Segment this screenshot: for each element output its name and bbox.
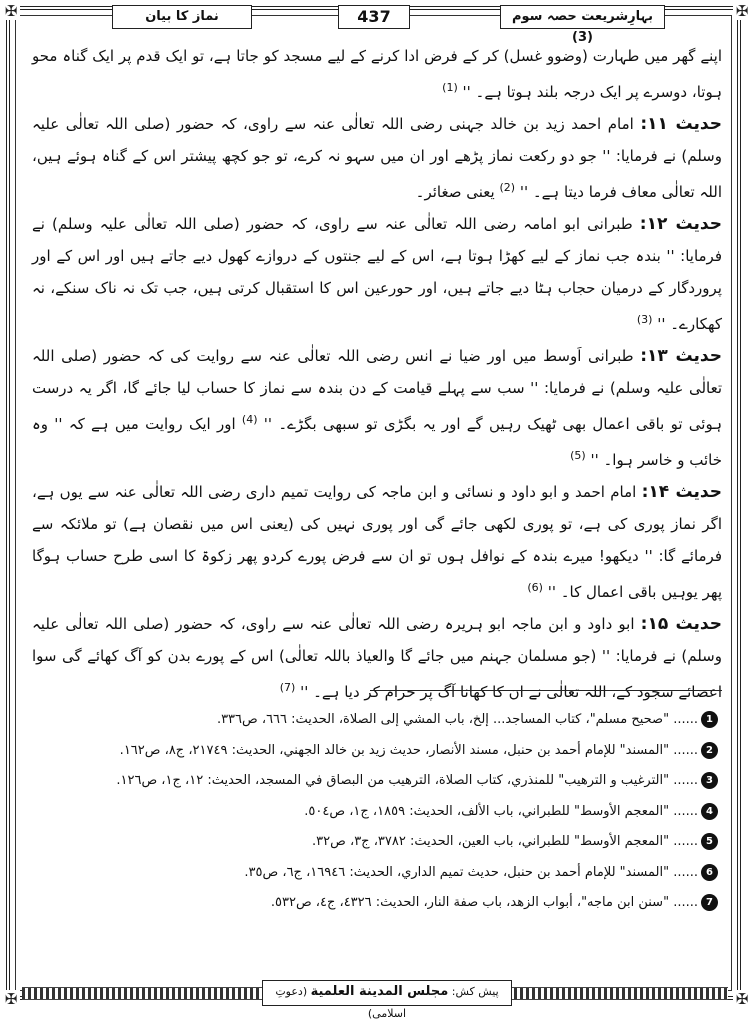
footnote-text: "صحيح مسلم"، كتاب المساجد... إلخ، باب المشي إلى الصلاة، الحديث: ٦٦٦، ص٣٣٦. <box>216 712 670 727</box>
footnote-6 <box>40 858 718 889</box>
footnote-ref[interactable]: (6) <box>527 581 543 594</box>
footer-presented-by: پیش کش: <box>451 985 499 998</box>
footnote-leader: ...... <box>673 712 698 727</box>
footnote-leader: ...... <box>673 803 698 819</box>
footnote-text: "المسند" للإمام أحمد بن حنبل، مسند الأنصار، حديث زيد بن خالد الجهني، الحديث: ٢١٧٤٩، ج٨، ص١٦٢. <box>119 742 670 758</box>
footnote-leader: ...... <box>673 834 698 849</box>
footnote-text: "المعجم الأوسط" للطبراني، باب العين، الحديث: ٣٧٨٢، ج٣، ص٣٢. <box>312 834 670 849</box>
footnote-7 <box>40 888 718 919</box>
footnote-1 <box>40 705 718 736</box>
paragraph-text: طبرانی ابو امامہ رضی اللہ تعالٰی عنہ سے راوی، کہ حضور (صلی اللہ تعالٰی علیہ وسلم) نے فرمایا: '' بندہ جب نماز کے لیے کھڑا ہوتا ہے، اس کے لیے جنتوں کے دروازے کھول دیے جاتے ہیں اور اس کے اور پروردگار کے درمیان حجاب ہٹا دیے جاتے ہیں، اور حورعین اس کا استقبال کرتی ہیں، جب تک نہ ناک سنکے، نہ کھکارے۔ '' <box>32 215 722 333</box>
footnote-number: 6 <box>701 864 718 881</box>
page-number: 437 <box>338 5 410 29</box>
corner-ornament-top-right: ✠ <box>733 2 751 20</box>
footnote-text: "سنن ابن ماجه"، أبواب الزهد، باب صفة النار، الحديث: ٤٣٢٦، ج٤، ص٥٣٢. <box>270 895 670 910</box>
footnote-number: 3 <box>701 772 718 789</box>
paragraph-text: ابو داود و ابن ماجہ ابو ہریرہ رضی اللہ تعالٰی عنہ سے راوی، کہ حضور (صلی اللہ تعالٰی علیہ وسلم) نے فرمایا: '' (جو مسلمان جہنم میں جائے گا والعیاذ باللہ تعالٰی) اس کے پورے بدن کو آگ کھائے گی سوا اعضائے سجود کے، اللہ تعالٰی نے ان کا کھانا آگ پر حرام کر دیا ہے۔ '' <box>32 615 722 701</box>
footnote-3 <box>40 766 718 797</box>
hadith-15 <box>32 608 722 708</box>
paragraph-text: امام احمد و ابو داود و نسائی و ابن ماجہ کی روایت تمیم داری رضی اللہ تعالٰی عنہ سے یوں ہے، اگر نماز پوری کی ہے، تو پوری لکھی جائے گی اور پوری نہیں کی (یعنی اس میں نقصان ہے) تو ملائکہ سے فرمائے گا: '' دیکھو! میرے بندہ کے نوافل ہوں تو ان سے فرض پورے کردو پھر زکوۃ کا اسی طرح حساب ہوگا پھر یوہیں باقی اعمال کا۔ '' <box>32 483 722 601</box>
corner-ornament-bottom-right: ✠ <box>733 990 751 1008</box>
hadith-label: حدیث ۱۱: <box>640 114 722 134</box>
footnote-text: "المسند" للإمام أحمد بن حنبل، حديث تميم الداري، الحديث: ١٦٩٤٦، ج٦، ص٣٥. <box>244 864 670 880</box>
main-text <box>32 40 722 708</box>
footnotes <box>40 705 718 919</box>
hadith-label: حدیث ۱۴: <box>641 482 722 502</box>
paragraph-tail: یعنی صغائر۔ <box>415 183 495 201</box>
footnote-ref[interactable]: (4) <box>241 413 258 426</box>
footnote-ref[interactable]: (3) <box>636 313 653 326</box>
book-title: بہارِشریعت حصہ سوم (3) <box>500 5 665 29</box>
corner-ornament-top-left: ✠ <box>2 2 20 20</box>
footnote-ref[interactable]: (5) <box>570 449 586 462</box>
footnote-number: 4 <box>701 803 718 820</box>
footnote-text: "الترغيب و الترهيب" للمنذري، كتاب الصلاة، الترهيب من البصاق في المسجد، الحديث: ١٢، ج١، ص١٢٦. <box>116 773 670 788</box>
footnote-2 <box>40 736 718 767</box>
footnote-4 <box>40 797 718 828</box>
paragraph-tail: اور ایک روایت میں ہے کہ '' وہ خائب و خاسر ہوا۔ '' <box>32 415 722 469</box>
footnote-number: 1 <box>701 711 718 728</box>
hadith-14 <box>32 476 722 608</box>
footer-publisher: مجلس المدينة العلمية <box>310 984 449 999</box>
paragraph-text: امام احمد زید بن خالد جہنی رضی اللہ تعالٰی عنہ سے راوی، کہ حضور (صلی اللہ تعالٰی علیہ وسلم) نے فرمایا: '' جو دو رکعت نماز پڑھے اور ان میں سہو نہ کرے، تو جو کچھ پیشتر اس کے گناہ ہوئے ہیں، اللہ تعالٰی معاف فرما دیتا ہے۔ '' <box>32 115 722 201</box>
footnote-number: 7 <box>701 894 718 911</box>
hadith-label: حدیث ۱۲: <box>639 214 722 234</box>
footer-publisher-box <box>262 980 512 1020</box>
footnote-ref[interactable]: (2) <box>499 181 516 194</box>
hadith-label: حدیث ۱۵: <box>640 614 722 634</box>
hadith-11 <box>32 108 722 208</box>
paragraph-intro <box>32 40 722 108</box>
chapter-title: نماز کا بیان <box>112 5 252 29</box>
paragraph-text: طبرانی اَوسط میں اور ضیا نے انس رضی اللہ تعالٰی عنہ سے روایت کی کہ حضور (صلی اللہ تعالٰی علیہ وسلم) نے فرمایا: '' سب سے پہلے قیامت کے دن بندہ سے نماز کا حساب لیا جائے گا، اگر یہ درست ہوئی تو باقی اعمال بھی ٹھیک رہیں گے اور یہ بگڑی تو سبھی بگڑے۔ '' <box>32 347 723 433</box>
footnote-leader: ...... <box>673 773 698 788</box>
footnote-number: 5 <box>701 833 718 850</box>
footnote-text: "المعجم الأوسط" للطبراني، باب الألف، الحديث: ١٨٥٩، ج١، ص٥٠٤. <box>304 803 670 819</box>
footnote-separator <box>370 690 722 691</box>
hadith-12 <box>32 208 722 340</box>
corner-ornament-bottom-left: ✠ <box>2 990 20 1008</box>
footnote-ref[interactable]: (7) <box>279 681 296 694</box>
footnote-ref[interactable]: (1) <box>442 81 458 94</box>
page-header <box>20 3 730 45</box>
footnote-leader: ...... <box>673 742 698 758</box>
hadith-label: حدیث ۱۳: <box>640 346 722 366</box>
footnote-leader: ...... <box>673 864 698 880</box>
footnote-leader: ...... <box>673 895 698 910</box>
footnote-5 <box>40 827 718 858</box>
paragraph-text: اپنے گھر میں طہارت (وضوو غسل) کر کے فرض ادا کرنے کے لیے مسجد کو جاتا ہے، تو ایک قدم پر ایک گناہ محو ہوتا، دوسرے پر ایک درجہ بلند ہوتا ہے۔ '' <box>32 47 722 101</box>
hadith-13 <box>32 340 722 476</box>
footer-organization: (دعوتِ اسلامی) <box>275 985 407 1020</box>
footnote-number: 2 <box>701 742 718 759</box>
